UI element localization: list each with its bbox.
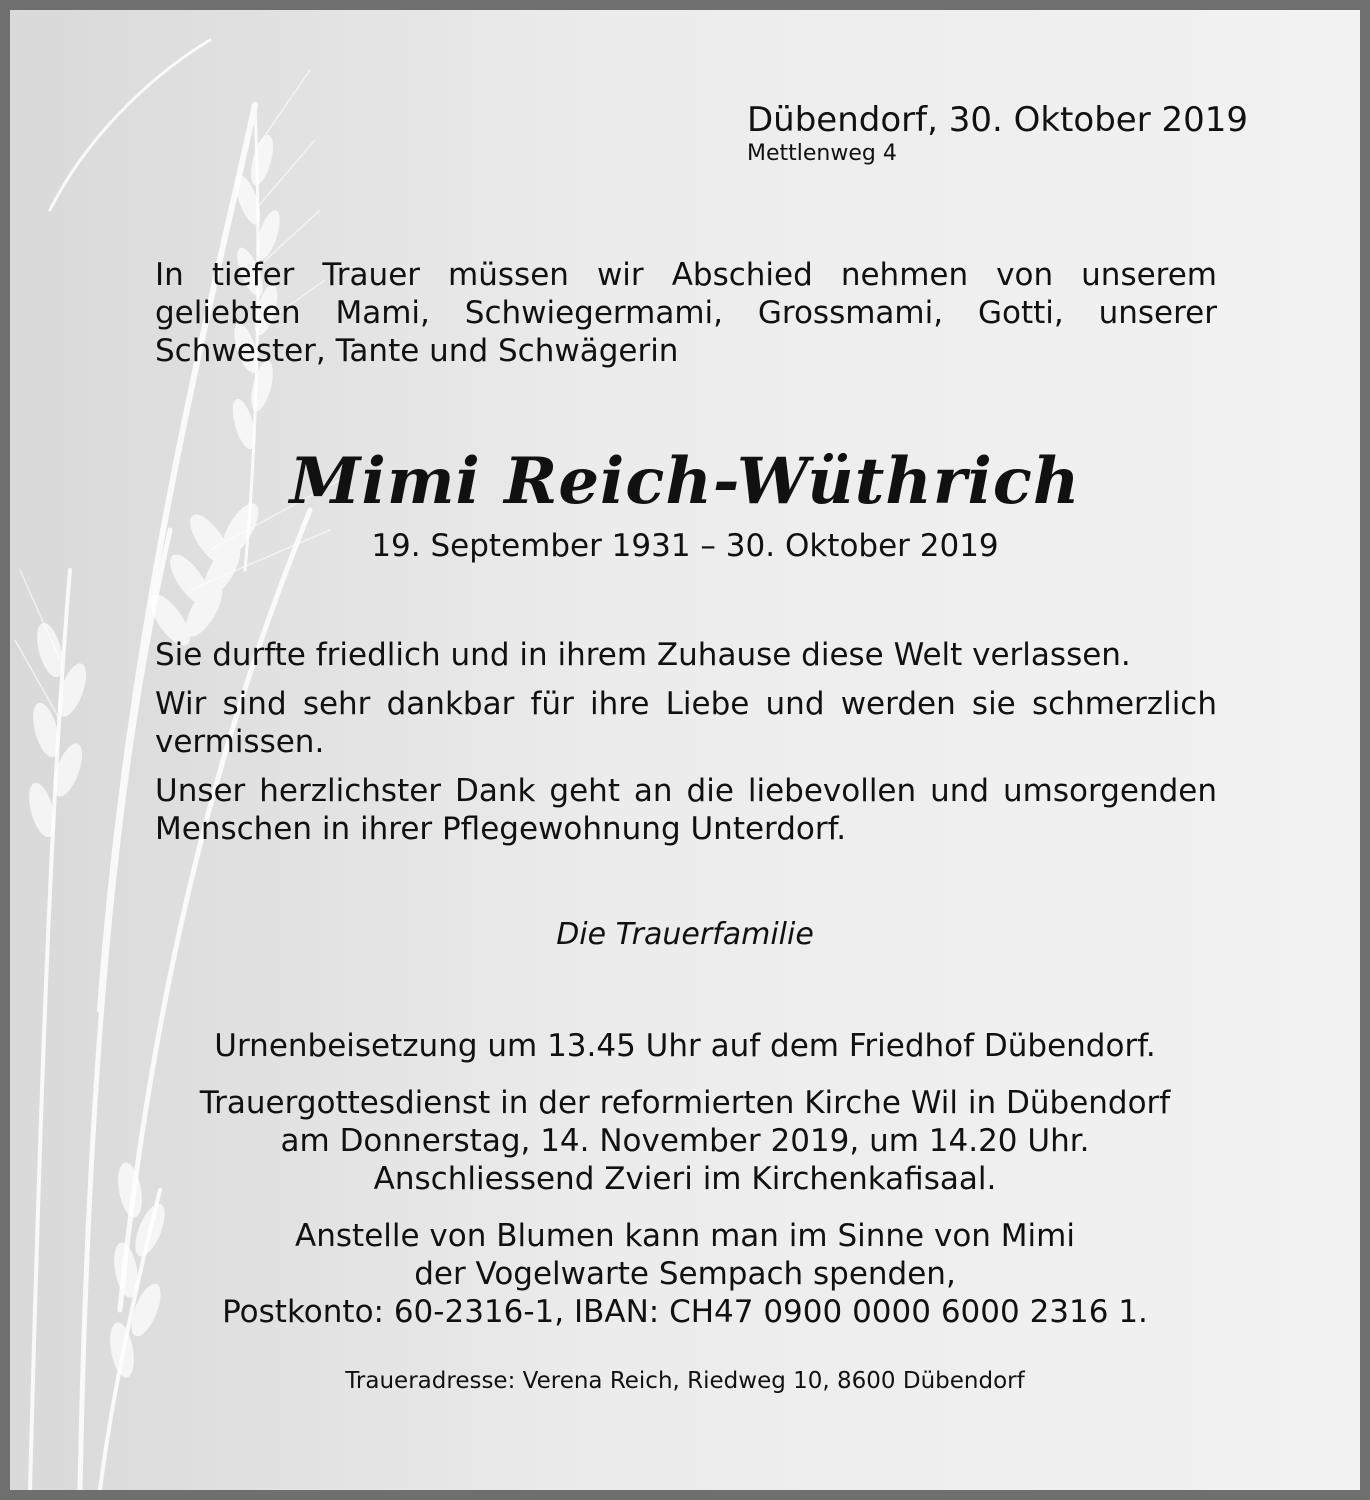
obituary-notice [10,10,1360,1490]
paragraph: Unser herzlichster Dank geht an die liebevollen und umsorgenden Menschen in ihrer Pflegewohnung Unterdorf. [155,773,1217,847]
lifespan-dates: 19. September 1931 – 30. Oktober 2019 [371,528,999,564]
donation-line: Anstelle von Blumen kann man im Sinne von Mimi [295,1218,1075,1254]
intro-text: In tiefer Trauer müssen wir Abschied nehmen von unserem geliebten Mami, Schwiegermami, Grossmami, Gotti, unserer Schwester, Tante und Schwägerin [155,257,1217,369]
donation-line: der Vogelwarte Sempach spenden, [414,1256,956,1292]
paragraph: Wir sind sehr dankbar für ihre Liebe und werden sie schmerzlich vermissen. [155,686,1217,760]
deceased-name: Mimi Reich-Wüthrich [289,444,1081,519]
service-line: am Donnerstag, 14. November 2019, um 14.20 Uhr. [280,1123,1090,1159]
place-date-block [747,100,1249,166]
donation-line: Postkonto: 60-2316-1, IBAN: CH47 0900 0000 6000 2316 1. [222,1294,1148,1330]
sender-address: Mettlenweg 4 [747,141,897,166]
mourning-address: Traueradresse: Verena Reich, Riedweg 10, 8600 Dübendorf [345,1368,1025,1394]
service-line: Anschliessend Zvieri im Kirchenkafisaal. [373,1161,997,1197]
place-and-date: Dübendorf, 30. Oktober 2019 [747,100,1249,140]
donation-info [10,1217,1360,1331]
family-signature: Die Trauerfamilie [556,917,814,952]
burial-info: Urnenbeisetzung um 13.45 Uhr auf dem Friedhof Dübendorf. [214,1028,1156,1064]
paragraph: Sie durfte friedlich und in ihrem Zuhause diese Welt verlassen. [155,637,1131,673]
message-paragraphs [155,636,1217,859]
ceremony-details [10,1027,1360,1350]
service-line: Trauergottesdienst in der reformierten Kirche Wil in Dübendorf [199,1085,1171,1121]
service-info [10,1084,1360,1198]
